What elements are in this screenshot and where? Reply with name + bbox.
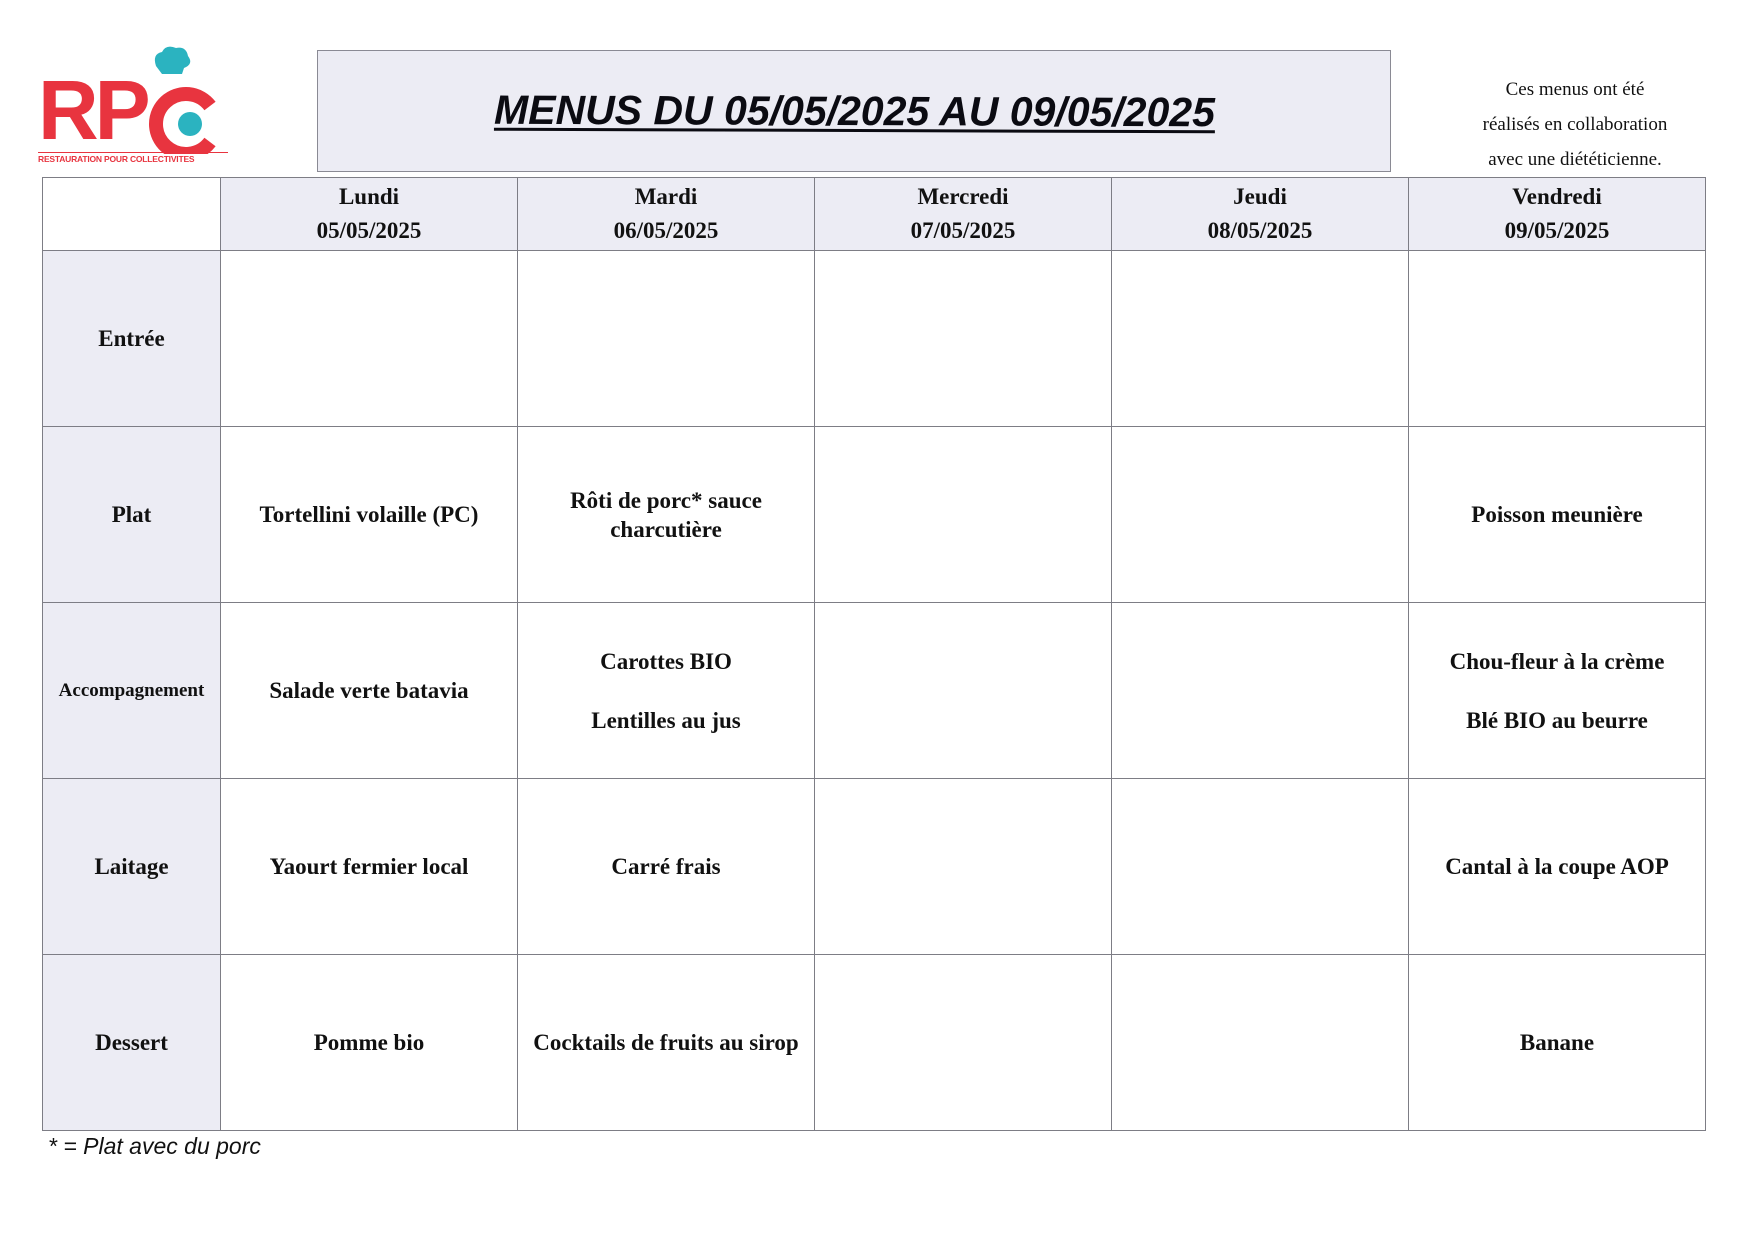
day-header: [815, 178, 1112, 251]
dish-text: Rôti de porc* sauce charcutière: [570, 487, 762, 542]
menu-table: [42, 177, 1706, 1131]
logo-caption: RESTAURATION POUR COLLECTIVITES: [38, 152, 228, 164]
menu-cell: [1409, 251, 1706, 427]
menu-cell: [815, 779, 1112, 955]
menu-cell: [518, 251, 815, 427]
menu-cell: [1409, 955, 1706, 1131]
menu-cell: [1409, 427, 1706, 603]
footnote: * = Plat avec du porc: [48, 1133, 261, 1159]
menu-row: [43, 427, 1706, 603]
dish-text: Blé BIO au beurre: [1466, 707, 1648, 733]
menu-cell: [1112, 779, 1409, 955]
row-label: Entrée: [43, 251, 221, 427]
logo-letters: RP: [38, 63, 147, 157]
note-line: Ces menus ont été: [1505, 79, 1645, 100]
day-date: 08/05/2025: [1207, 218, 1313, 243]
menu-cell: [1409, 779, 1706, 955]
dish-text: Carottes BIO: [600, 648, 732, 674]
menu-cell: [815, 251, 1112, 427]
header-row: [43, 178, 1706, 251]
menu-row: [43, 603, 1706, 779]
dish-text: Yaourt fermier local: [269, 854, 469, 879]
row-label: Laitage: [43, 779, 221, 955]
row-label: Accompagnement: [43, 603, 221, 779]
title-box: [317, 50, 1391, 172]
dish-text: Carré frais: [611, 854, 721, 879]
menu-cell: [221, 427, 518, 603]
dish-text: Cocktails de fruits au sirop: [533, 1030, 799, 1055]
menu-cell: [1112, 427, 1409, 603]
day-name: Vendredi: [1512, 184, 1602, 209]
menu-cell: [221, 603, 518, 779]
menu-cell: [815, 603, 1112, 779]
menu-cell: [1112, 603, 1409, 779]
row-label: Dessert: [43, 955, 221, 1131]
dish-text: Chou-fleur à la crème: [1449, 648, 1665, 674]
dietitian-note: [1440, 72, 1710, 177]
menu-cell: [518, 955, 815, 1131]
day-header: [518, 178, 815, 251]
menu-cell: [815, 427, 1112, 603]
dish-text: Banane: [1519, 1030, 1595, 1055]
menu-body: [43, 251, 1706, 1131]
menu-cell: [1112, 955, 1409, 1131]
dish-text: Tortellini volaille (PC): [259, 502, 479, 527]
rpc-logo: [38, 44, 224, 168]
dish-text: Cantal à la coupe AOP: [1445, 854, 1669, 879]
menu-cell: [518, 779, 815, 955]
dish-text: Pomme bio: [313, 1030, 425, 1055]
day-header: [1112, 178, 1409, 251]
day-name: Jeudi: [1233, 184, 1287, 209]
menu-cell: [221, 251, 518, 427]
menu-row: [43, 779, 1706, 955]
day-header: [1409, 178, 1706, 251]
row-label: Plat: [43, 427, 221, 603]
menu-cell: [1409, 603, 1706, 779]
day-header: [221, 178, 518, 251]
day-name: Mardi: [634, 184, 698, 209]
menu-cell: [221, 779, 518, 955]
corner-cell: [43, 178, 221, 251]
day-name: Mercredi: [917, 184, 1009, 209]
dish-text: Poisson meunière: [1471, 502, 1643, 527]
menu-row: [43, 955, 1706, 1131]
menu-cell: [815, 955, 1112, 1131]
menu-cell: [518, 603, 815, 779]
day-date: 09/05/2025: [1504, 218, 1610, 243]
day-date: 06/05/2025: [613, 218, 719, 243]
menu-cell: [1112, 251, 1409, 427]
day-name: Lundi: [338, 184, 400, 209]
menu-cell: [518, 427, 815, 603]
menu-row: [43, 251, 1706, 427]
page-title: MENUS DU 05/05/2025 AU 09/05/2025: [493, 86, 1215, 135]
day-date: 05/05/2025: [316, 218, 422, 243]
menu-cell: [221, 955, 518, 1131]
day-date: 07/05/2025: [910, 218, 1016, 243]
dish-text: Salade verte batavia: [269, 678, 469, 703]
note-line: avec une diététicienne.: [1488, 149, 1662, 170]
dish-text: Lentilles au jus: [591, 707, 741, 733]
note-line: réalisés en collaboration: [1482, 114, 1668, 135]
